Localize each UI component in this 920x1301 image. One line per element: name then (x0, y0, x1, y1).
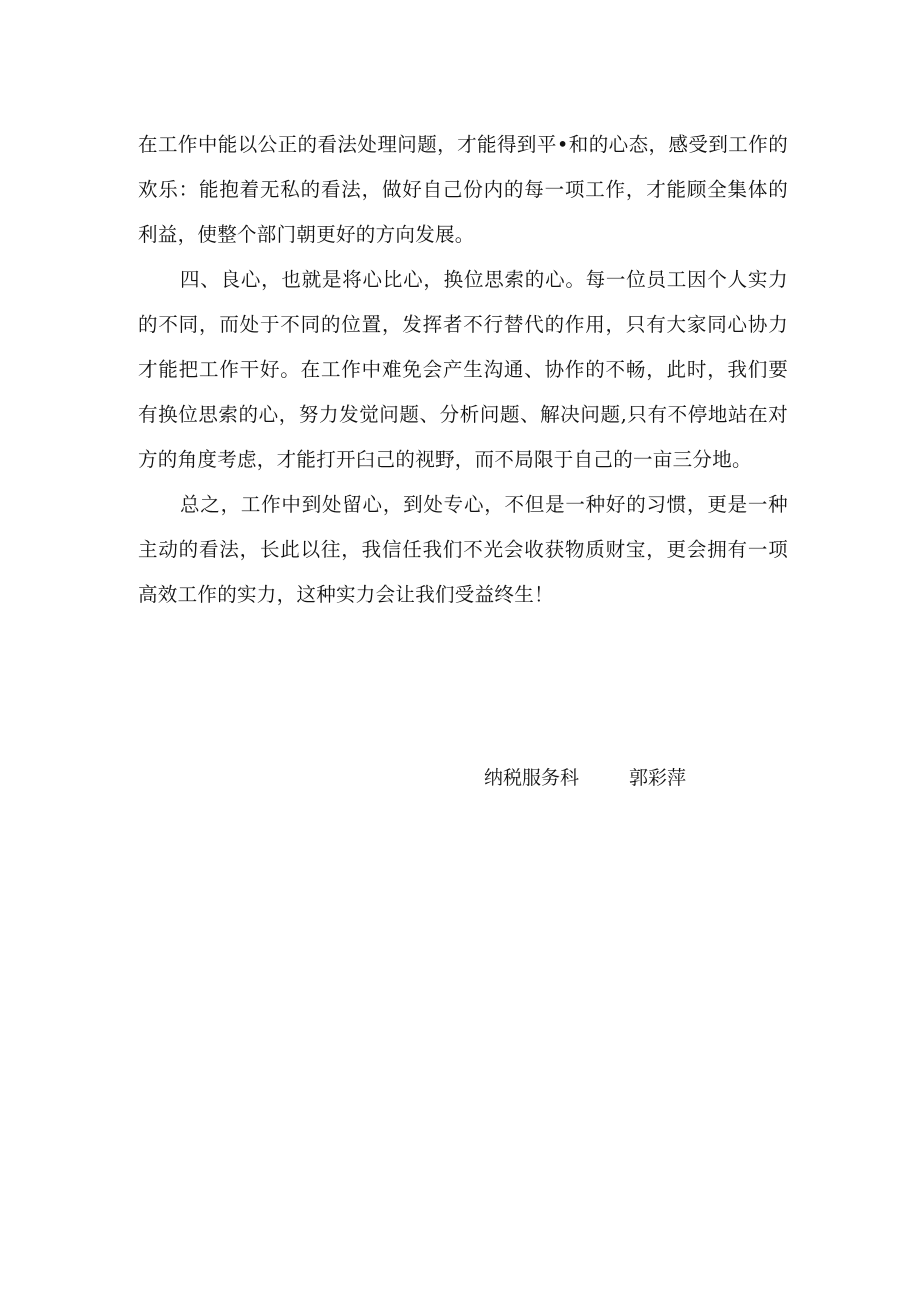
document-body (138, 122, 788, 617)
paragraph-continuation: 在工作中能以公正的看法处理问题，才能得到平•和的心态，感受到工作的欢乐：能抱着无私的看法，做好自己份内的每一项工作，才能顾全集体的利益，使整个部门朝更好的方向发展。 (138, 133, 788, 246)
paragraph-conclusion: 总之，工作中到处留心，到处专心，不但是一种好的习惯，更是一种主动的看法，长此以往，我信任我们不光会收获物质财宝，更会拥有一项高效工作的实力，这种实力会让我们受益终生！ (138, 493, 788, 606)
signature-block (484, 760, 686, 796)
signature-department: 纳税服务科 (484, 767, 580, 789)
signature-name: 郭彩萍 (629, 767, 687, 789)
paragraph-four-conscience: 四、良心，也就是将心比心，换位思索的心。每一位员工因个人实力的不同，而处于不同的位置，发挥者不行替代的作用，只有大家同心协力才能把工作干好。在工作中难免会产生沟通、协作的不畅，此时，我们要有换位思索的心，努力发觉问题、分析问题、解决问题,只有不停地站在对方的角度考虑，才能打开臼己的视野，而不局限于自己的一亩三分地。 (138, 268, 788, 471)
